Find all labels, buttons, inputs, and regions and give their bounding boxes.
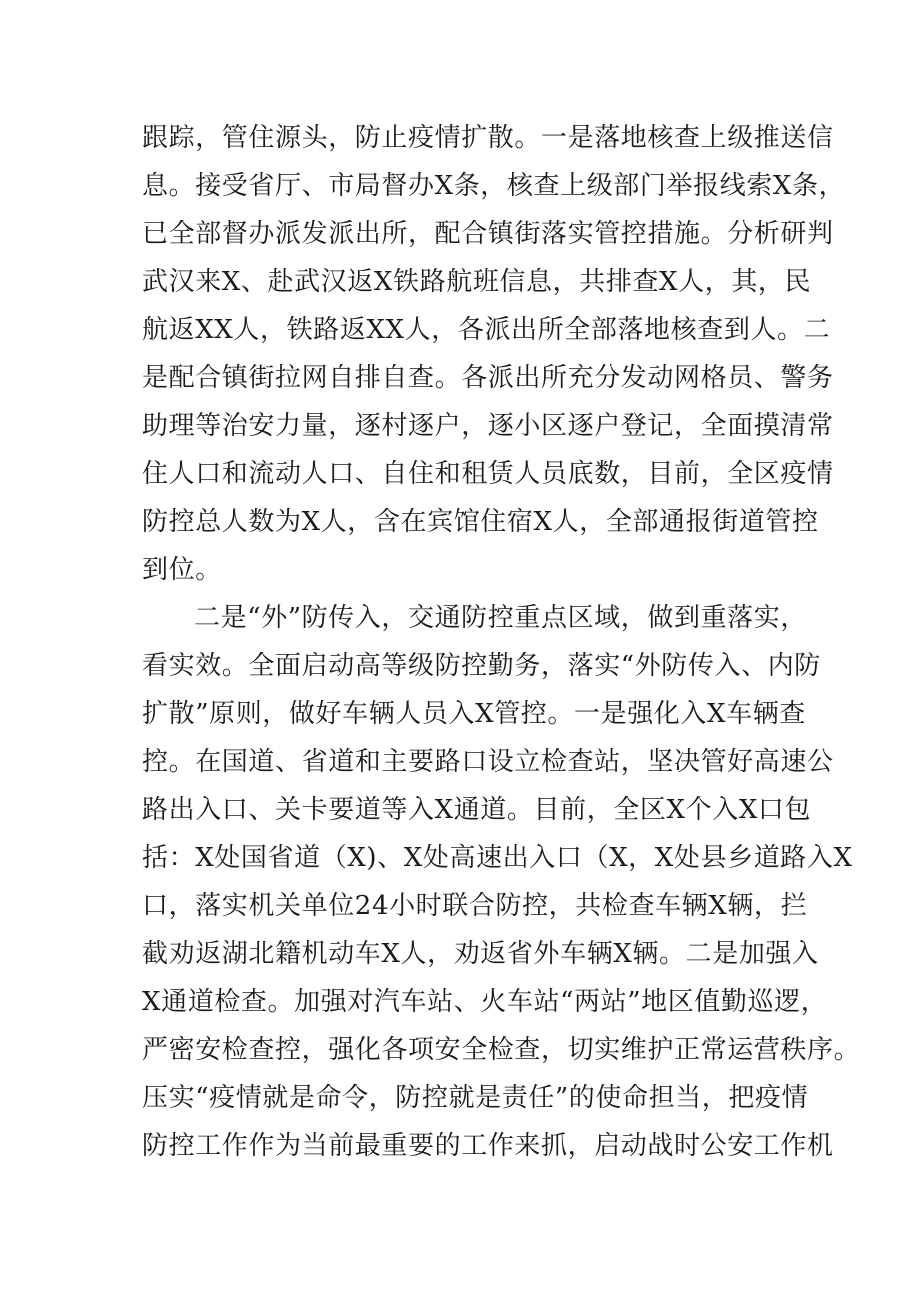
- text-line: 已全部督办派发派出所，配合镇街落实管控措施。分析研判: [142, 219, 834, 249]
- text-line: 跟踪，管住源头，防止疫情扩散。一是落地核查上级推送信: [142, 123, 834, 153]
- text-line: 控。在国道、省道和主要路口设立检查站，坚决管好高速公: [142, 747, 834, 777]
- text-line: 到位。: [142, 555, 222, 585]
- text-line: 二是“外”防传入，交通防控重点区域，做到重落实，: [194, 603, 807, 633]
- text-line: 防控总人数为X人，含在宾馆住宿X人，全部通报街道管控: [142, 507, 819, 537]
- text-line: 扩散”原则，做好车辆人员入X管控。一是强化入X车辆查: [142, 699, 806, 729]
- text-line: 看实效。全面启动高等级防控勤务，落实“外防传入、内防: [142, 651, 821, 681]
- text-line: 是配合镇街拉网自排自查。各派出所充分发动网格员、警务: [142, 363, 834, 393]
- text-line: 严密安检查控，强化各项安全检查，切实维护正常运营秩序。: [142, 1035, 861, 1065]
- text-line: 截劝返湖北籍机动车X人，劝返省外车辆X辆。二是加强入: [142, 939, 819, 969]
- text-line: 航返XX人，铁路返XX人，各派出所全部落地核查到人。二: [142, 315, 831, 345]
- text-line: 压实“疫情就是命令，防控就是责任”的使命担当，把疫情: [142, 1083, 809, 1113]
- text-line: 防控工作作为当前最重要的工作来抓，启动战时公安工作机: [142, 1131, 834, 1161]
- text-line: 括：X处国省道（X)、X处高速出入口（X，X处县乡道路入X: [142, 843, 853, 873]
- text-line: X通道检查。加强对汽车站、火车站“两站”地区值勤巡逻，: [142, 987, 828, 1017]
- text-line: 息。接受省厅、市局督办X条，核查上级部门举报线索X条，: [142, 171, 846, 201]
- text-line: 路出入口、关卡要道等入X通道。目前，全区X个入X口包: [142, 795, 812, 825]
- text-line: 武汉来X、赴武汉返X铁路航班信息，共排查X人，其，民: [142, 267, 812, 297]
- text-line: 助理等治安力量，逐村逐户，逐小区逐户登记，全面摸清常: [142, 411, 834, 441]
- text-line: 口，落实机关单位24小时联合防控，共检查车辆X辆，拦: [142, 891, 808, 921]
- text-line: 住人口和流动人口、自住和租赁人员底数，目前，全区疫情: [142, 459, 834, 489]
- body-text: [142, 114, 861, 1170]
